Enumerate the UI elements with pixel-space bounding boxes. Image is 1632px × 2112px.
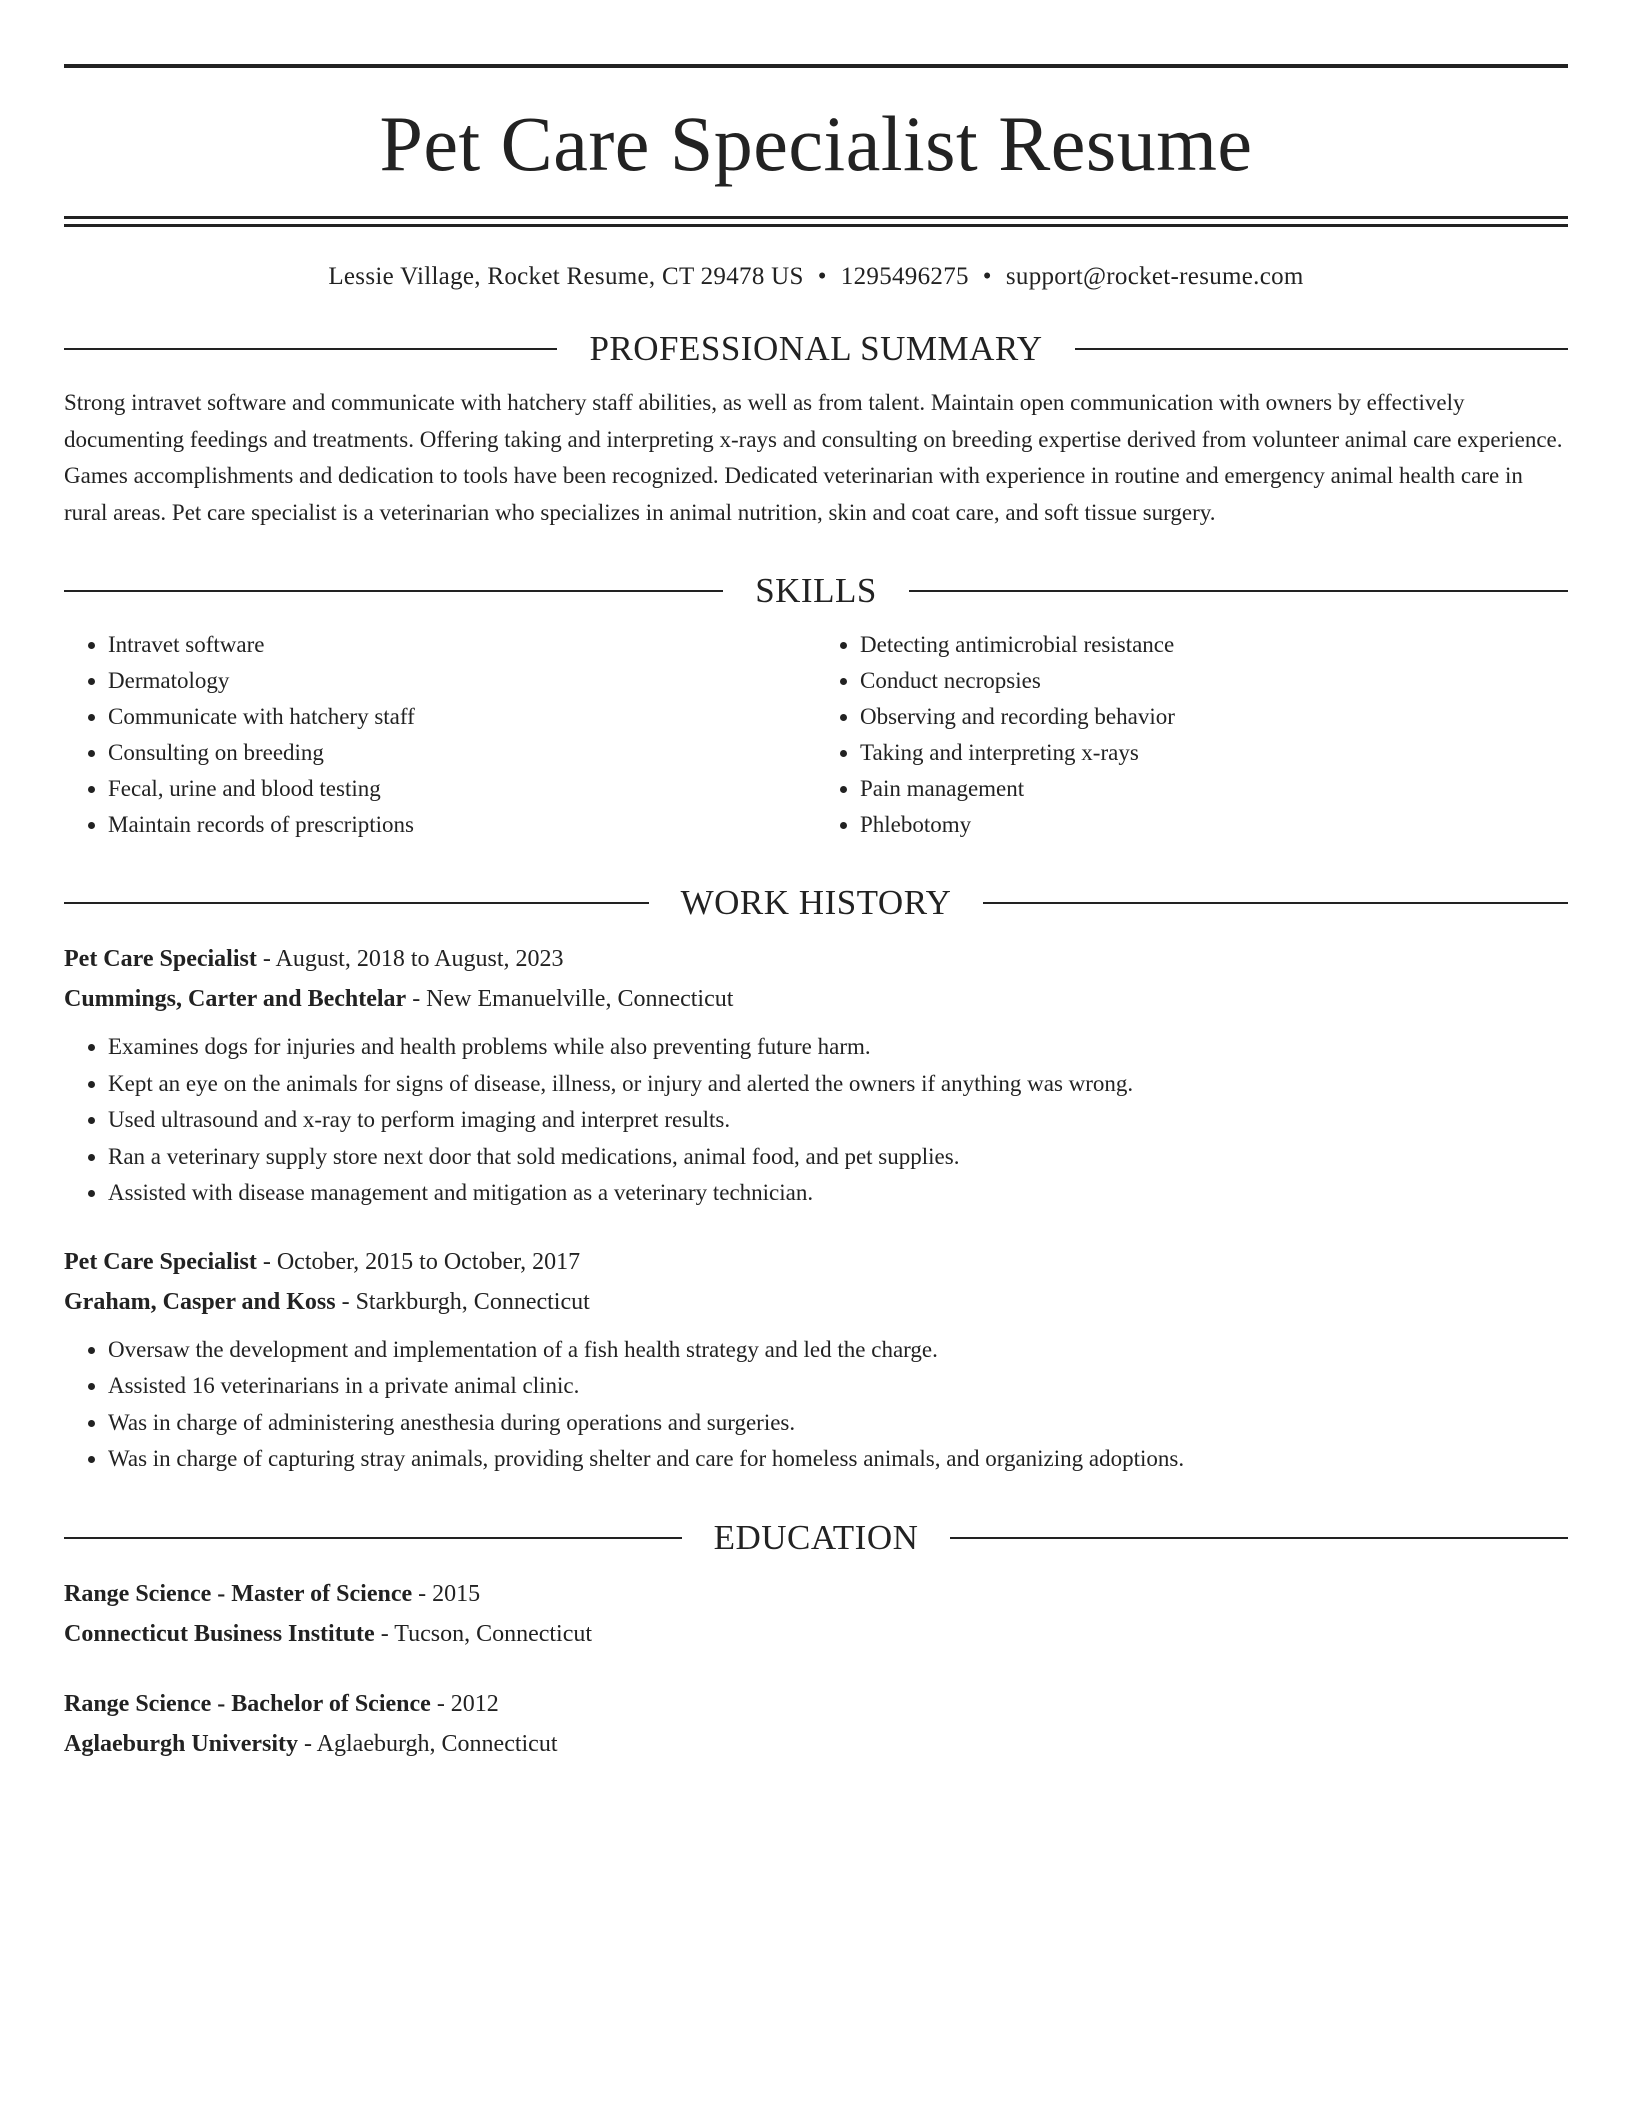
skills-list — [64, 627, 1568, 843]
job-location: - Starkburgh, Connecticut — [335, 1288, 590, 1315]
skill-item: • Communicate with hatchery staff — [108, 699, 816, 735]
divider-line — [983, 902, 1568, 904]
education-entry — [64, 1574, 1568, 1654]
section-title-summary: PROFESSIONAL SUMMARY — [589, 329, 1043, 368]
job-bullets — [64, 1029, 1568, 1212]
job-entry — [64, 1242, 1568, 1478]
skill-item: • Pain management — [860, 771, 1568, 807]
contact-phone: 1295496275 — [840, 263, 969, 290]
job-bullets — [64, 1332, 1568, 1478]
job-bullet: • Was in charge of capturing stray animals, providing shelter and care for homeless animals, and organizing adoptions. — [108, 1441, 1568, 1478]
divider-line — [1075, 348, 1568, 350]
education-institution — [64, 1724, 1568, 1764]
contact-separator: • — [982, 263, 992, 290]
section-title-education: EDUCATION — [713, 1517, 919, 1557]
skill-item: • Observing and recording behavior — [860, 699, 1568, 735]
divider-line — [64, 348, 557, 350]
contact-address: Lessie Village, Rocket Resume, CT 29478 US — [328, 263, 804, 290]
education-degree: Range Science - Bachelor of Science — [64, 1690, 431, 1717]
job-bullet: • Used ultrasound and x-ray to perform imaging and interpret results. — [108, 1102, 1568, 1139]
job-entry — [64, 939, 1568, 1212]
skill-item: • Taking and interpreting x-rays — [860, 735, 1568, 771]
education-heading — [64, 1574, 1568, 1614]
skill-item: • Conduct necropsies — [860, 663, 1568, 699]
job-heading — [64, 939, 1568, 979]
resume-title: Pet Care Specialist Resume — [379, 100, 1253, 187]
job-bullet: • Assisted with disease management and mitigation as a veterinary technician. — [108, 1175, 1568, 1212]
job-bullet: • Assisted 16 veterinarians in a private animal clinic. — [108, 1368, 1568, 1405]
job-bullet: • Examines dogs for injuries and health problems while also preventing future harm. — [108, 1029, 1568, 1066]
contact-line — [64, 261, 1568, 293]
job-dates: - August, 2018 to August, 2023 — [256, 946, 564, 972]
section-title-skills: SKILLS — [755, 571, 877, 610]
skill-item: • Detecting antimicrobial resistance — [860, 627, 1568, 663]
education-school: Connecticut Business Institute — [64, 1620, 375, 1647]
job-bullet: • Kept an eye on the animals for signs of disease, illness, or injury and alerted the owners if anything was wrong. — [108, 1066, 1568, 1103]
job-title: Pet Care Specialist — [64, 1248, 257, 1275]
skills-column-right — [816, 627, 1568, 843]
education-location: - Tucson, Connecticut — [374, 1620, 593, 1647]
job-bullet: • Oversaw the development and implementation of a fish health strategy and led the charge. — [108, 1332, 1568, 1369]
divider-line — [64, 1537, 682, 1539]
education-heading — [64, 1684, 1568, 1724]
section-header-skills — [64, 571, 1568, 611]
title-double-rule — [64, 216, 1568, 227]
divider-line — [64, 902, 649, 904]
divider-line — [909, 590, 1568, 592]
divider-line — [950, 1537, 1568, 1539]
skill-item: • Fecal, urine and blood testing — [108, 771, 816, 807]
education-year: - 2015 — [412, 1580, 481, 1607]
top-rule — [64, 64, 1568, 68]
job-location: - New Emanuelville, Connecticut — [406, 986, 734, 1012]
summary-text: Strong intravet software and communicate with hatchery staff abilities, as well as from talent. Maintain open communication with owners by effectively documenting feedings and treatments. Offering taking and interpreting x-rays and consulting on breeding expertise derived from volunteer animal care experience. Games accomplishments and dedication to tools have been recognized. Dedicated veterinarian with experience in routine and emergency animal health care in rural areas. Pet care specialist is a veterinarian who specializes in animal nutrition, skin and coat care, and soft tissue surgery. — [64, 390, 1563, 525]
skills-column-left — [64, 627, 816, 843]
job-bullet: • Was in charge of administering anesthesia during operations and surgeries. — [108, 1405, 1568, 1442]
job-heading — [64, 1242, 1568, 1282]
education-institution — [64, 1614, 1568, 1654]
section-header-work — [64, 883, 1568, 923]
resume-page — [64, 64, 1568, 1764]
education-degree: Range Science - Master of Science — [64, 1580, 413, 1607]
contact-email: support@rocket-resume.com — [1005, 263, 1304, 290]
divider-line — [64, 590, 723, 592]
job-title: Pet Care Specialist — [64, 946, 257, 972]
skill-item: • Phlebotomy — [860, 807, 1568, 843]
job-employer — [64, 1282, 1568, 1322]
job-employer — [64, 979, 1568, 1019]
job-bullet: • Ran a veterinary supply store next door that sold medications, animal food, and pet supplies. — [108, 1139, 1568, 1176]
skill-item: • Dermatology — [108, 663, 816, 699]
skill-item: • Maintain records of prescriptions — [108, 807, 816, 843]
section-header-summary — [64, 329, 1568, 369]
section-header-education — [64, 1518, 1568, 1558]
section-title-work: WORK HISTORY — [680, 883, 952, 922]
job-company: Cummings, Carter and Bechtelar — [64, 986, 407, 1012]
education-location: - Aglaeburgh, Connecticut — [298, 1730, 558, 1757]
job-company: Graham, Casper and Koss — [64, 1288, 336, 1315]
job-dates: - October, 2015 to October, 2017 — [256, 1248, 581, 1275]
education-school: Aglaeburgh University — [64, 1730, 298, 1757]
education-entry — [64, 1684, 1568, 1764]
skill-item: • Intravet software — [108, 627, 816, 663]
contact-separator: • — [817, 263, 827, 290]
education-year: - 2012 — [430, 1690, 499, 1717]
skill-item: • Consulting on breeding — [108, 735, 816, 771]
